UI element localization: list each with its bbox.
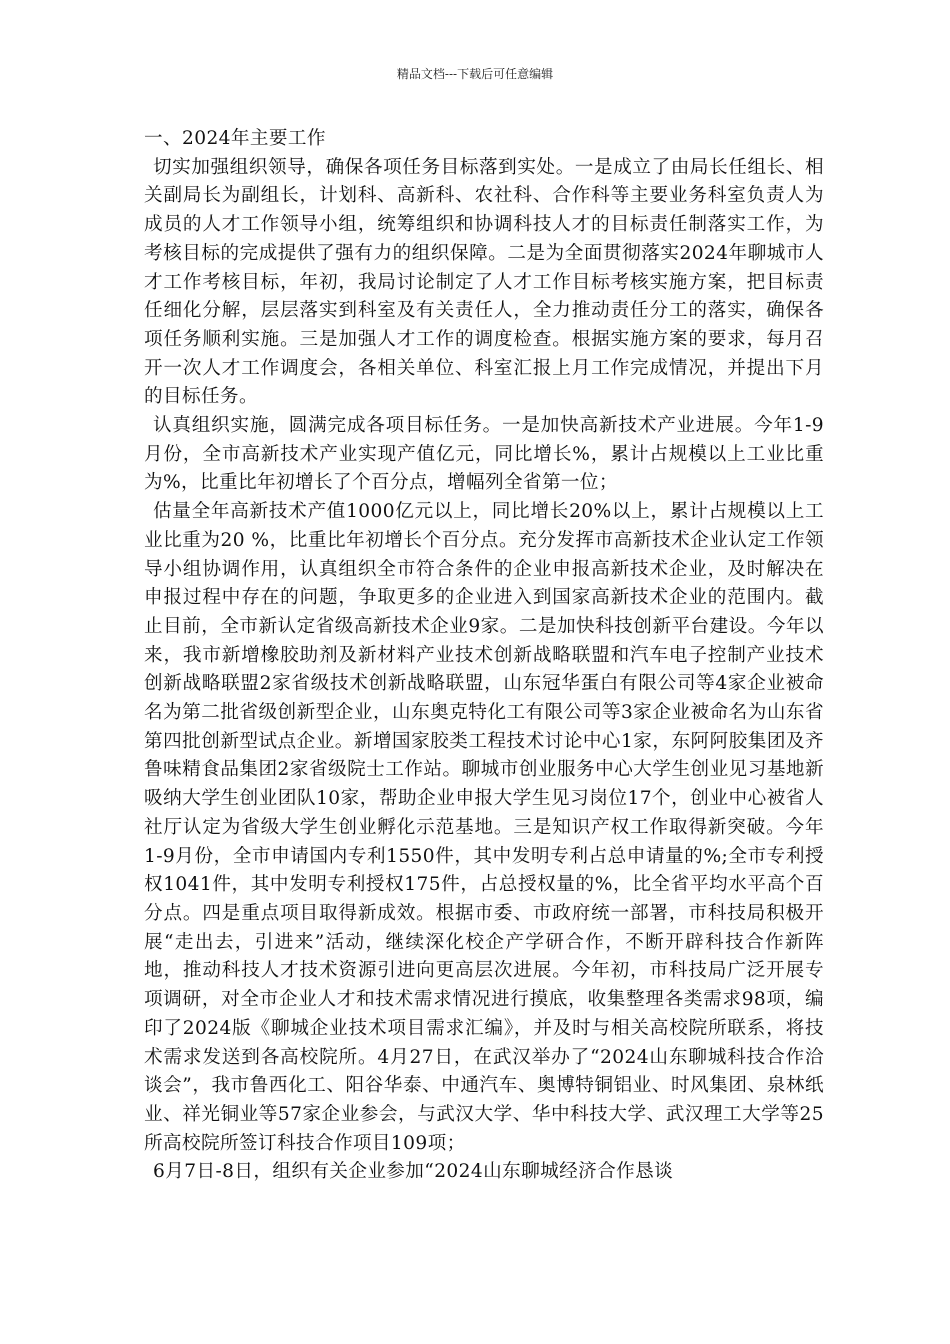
paragraph-conference: 6月7日-8日，组织有关企业参加“2024山东聊城经济合作恳谈 — [153, 1161, 674, 1183]
paragraph-implementation: 认真组织实施，圆满完成各项目标任务。一是加快高新技术产业进展。今年1-9月份，全市高新技术产业实现产值亿元，同比增长%，累计占规模以上工业比重为%，比重比年初增长了个百分点，增幅列全省第一位； — [144, 415, 824, 494]
paragraph-organization: 切实加强组织领导，确保各项任务目标落到实处。一是成立了由局长任组长、相关副局长为副组长，计划科、高新科、农社科、合作科等主要业务科室负责人为成员的人才工作领导小组，统筹组织和协调科技人才的目标责任制落实工作，为考核目标的完成提供了强有力的组织保障。二是为全面贯彻落实2024年聊城市人才工作考核目标，年初，我局讨论制定了人才工作目标考核实施方案，把目标责任细化分解，层层落实到科室及有关责任人，全力推动责任分工的落实，确保各项任务顺利实施。三是加强人才工作的调度检查。根据实施方案的要求，每月召开一次人才工作调度会，各相关单位、科室汇报上月工作完成情况，并提出下月的目标任务。 — [144, 156, 824, 408]
document-body — [144, 125, 824, 1187]
paragraph-estimate: 估量全年高新技术产值1000亿元以上，同比增长20%以上，累计占规模以上工业比重为20 %，比重比年初增长个百分点。充分发挥市高新技术企业认定工作领导小组协调作用，认真组织全市符合条件的企业申报高新技术企业，及时解决在申报过程中存在的问题，争取更多的企业进入到国家高新技术企业的范围内。截止目前，全市新认定省级高新技术企业9家。二是加快科技创新平台建设。今年以来，我市新增橡胶助剂及新材料产业技术创新战略联盟和汽车电子控制产业技术创新战略联盟2家省级技术创新战略联盟，山东冠华蛋白有限公司等4家企业被命名为第二批省级创新型企业，山东奥克特化工有限公司等3家企业被命名为山东省第四批创新型试点企业。新增国家胶类工程技术讨论中心1家，东阿阿胶集团及齐鲁味精食品集团2家省级院士工作站。聊城市创业服务中心大学生创业见习基地新吸纳大学生创业团队10家，帮助企业申报大学生见习岗位17个，创业中心被省人社厅认定为省级大学生创业孵化示范基地。三是知识产权工作取得新突破。今年1-9月份，全市申请国内专利1550件，其中发明专利占总申请量的%;全市专利授权1041件，其中发明专利授权175件，占总授权量的%，比全省平均水平高个百分点。四是重点项目取得新成效。根据市委、市政府统一部署，市科技局积极开展“走出去，引进来”活动，继续深化校企产学研合作，不断开辟科技合作新阵地，推动科技人才技术资源引进向更高层次进展。今年初，市科技局广泛开展专项调研，对全市企业人才和技术需求情况进行摸底，收集整理各类需求98项，编印了2024版《聊城企业技术项目需求汇编》，并及时与相关高校院所联系，将技术需求发送到各高校院所。4月27日，在武汉举办了“2024山东聊城科技合作洽谈会”，我市鲁西化工、阳谷华泰、中通汽车、奥博特铜铝业、时风集团、泉林纸业、祥光铜业等57家企业参会，与武汉大学、华中科技大学、武汉理工大学等25所高校院所签订科技合作项目109项； — [144, 501, 824, 1154]
page-header-note: 精品文档---下载后可任意编辑 — [396, 67, 554, 81]
section-heading: 一、2024年主要工作 — [144, 128, 326, 149]
